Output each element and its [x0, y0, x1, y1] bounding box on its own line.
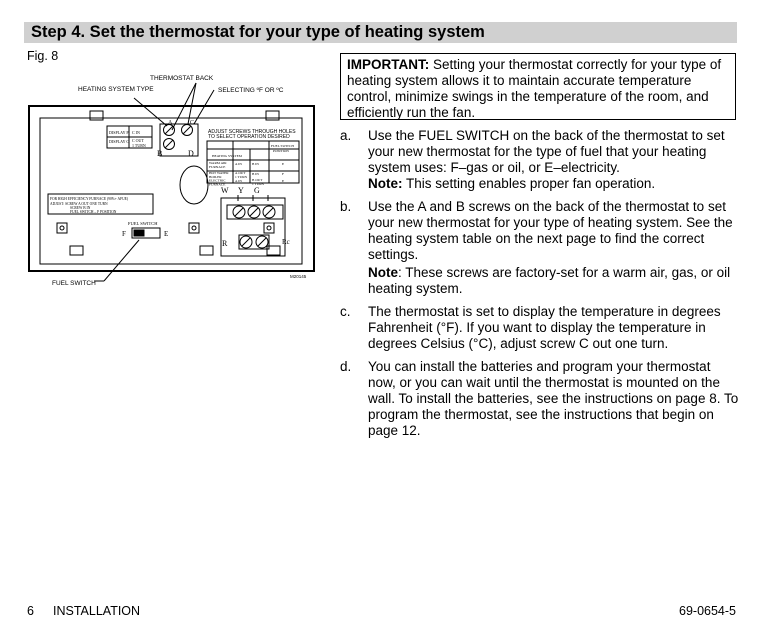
item-text: Use the A and B screws on the back of the thermostat to set your new thermostat for your type of heating system. See the heating system table on the next page to find the correct settings.	[368, 199, 733, 262]
important-box	[340, 53, 736, 120]
letter-g: G	[254, 186, 260, 195]
row1-b: B IN	[252, 162, 259, 166]
top-tab-right	[266, 111, 279, 120]
row1-sys2: FURNACE	[209, 165, 226, 169]
row3-sys1: ELECTRIC	[209, 178, 226, 183]
mount-hole-right	[264, 223, 274, 233]
oval-opening	[180, 166, 208, 204]
item-letter: b.	[340, 199, 352, 214]
important-lead: IMPORTANT:	[347, 57, 430, 72]
row2-sys2: BOILER	[209, 175, 222, 179]
high-eff-line1: FOR HIGH EFFICIENCY FURNACE (90%+ AFUE)	[50, 197, 129, 201]
letter-f: F	[122, 230, 126, 238]
thermostat-back-diagram	[24, 68, 324, 293]
note-label: Note:	[368, 176, 403, 191]
section-name: INSTALLATION	[53, 604, 141, 618]
label-thermostat-back: THERMOSTAT BACK	[150, 75, 214, 82]
display-c-turn: 1 TURN	[132, 143, 146, 148]
document-code: 69-0654-5	[679, 604, 736, 618]
display-c-value: C OUT	[132, 138, 144, 143]
page-number: 6	[27, 604, 34, 618]
step-header: Step 4. Set the thermostat for your type of heating system	[24, 22, 737, 43]
letter-c: C	[190, 120, 195, 126]
item-letter: d.	[340, 359, 352, 374]
item-note	[368, 176, 740, 192]
letter-y: Y	[238, 186, 244, 195]
label-selecting-f-c: SELECTING ºF OR ºC	[218, 87, 284, 94]
letter-rc: Rc	[282, 238, 290, 246]
note-text: : These screws are factory-set for a warm air, gas, or oil heating system.	[368, 265, 731, 296]
item-note	[368, 265, 740, 297]
row2-a2: 1 TURN	[235, 175, 248, 179]
bottom-tab-mid	[200, 246, 213, 255]
row2-a: A OUT	[235, 171, 246, 175]
letter-e: E	[164, 230, 169, 238]
list-item	[340, 199, 740, 297]
list-item	[340, 128, 740, 192]
display-c-label: DISPLAY C	[109, 139, 130, 144]
callout-line-heating	[134, 98, 167, 126]
table-header-system: HEATING SYSTEM	[212, 154, 242, 158]
figure-code: M20145	[290, 274, 307, 279]
row3-b: B OUT	[252, 178, 263, 182]
note-text: This setting enables proper fan operation.	[402, 176, 656, 191]
bottom-tab-left	[70, 246, 83, 255]
letter-r: R	[222, 239, 228, 248]
row2-b: B IN	[252, 172, 259, 176]
row2-sys1: HOT WATER	[209, 171, 229, 175]
letter-a: A	[168, 120, 173, 126]
item-text: You can install the batteries and program your thermostat now, or you can wait until the thermostat is mounted on the wall. To install the batteries, see the instructions on page 8. To program the thermostat, see the instructions that begin on page 12.	[368, 359, 739, 438]
row3-pos: E	[282, 179, 285, 183]
list-item	[340, 304, 740, 352]
high-eff-line3: SCREW B IN	[70, 206, 91, 210]
table-header-fuel1: FUEL SWITCH	[271, 144, 294, 148]
letter-d: D	[188, 149, 194, 158]
table-header-fuel2: POSITION	[273, 149, 289, 153]
row2-pos: F	[282, 172, 284, 176]
letter-b: B	[157, 149, 163, 158]
item-letter: a.	[340, 128, 352, 143]
label-fuel-switch-callout: FUEL SWITCH	[52, 280, 96, 287]
mount-hole-mid	[189, 223, 199, 233]
high-eff-line4: FUEL SWITCH – F POSITION	[70, 210, 117, 214]
display-f-value: C IN	[132, 130, 140, 135]
high-eff-line2: ADJUST: SCREW A OUT ONE TURN	[50, 202, 108, 206]
item-text: Use the FUEL SWITCH on the back of the thermostat to set your new thermostat for the type of fuel that your heating system uses: F–gas or oil, or E–electricity.	[368, 128, 725, 175]
adjust-title-1: ADJUST SCREWS THROUGH HOLES	[208, 129, 296, 135]
figure-label: Fig. 8	[27, 49, 59, 63]
instruction-list	[340, 128, 740, 446]
list-item	[340, 359, 740, 439]
row1-sys1: WARM AIR	[209, 161, 227, 165]
note-label: Note	[368, 265, 398, 280]
row3-sys2: FURNACE	[209, 182, 226, 187]
label-heating-system-type: HEATING SYSTEM TYPE	[78, 86, 154, 93]
adjust-title-2: TO SELECT OPERATION DESIRED	[208, 134, 290, 140]
letter-w: W	[221, 186, 229, 195]
display-f-label: DISPLAY F	[109, 130, 129, 135]
row1-pos: E	[282, 162, 285, 166]
item-letter: c.	[340, 304, 351, 319]
row3-b2: 1 TURN	[252, 182, 265, 186]
item-text: The thermostat is set to display the temperature in degrees Fahrenheit (°F). If you want to display the temperature in degrees Celsius (°C), adjust screw C out one turn.	[368, 304, 721, 351]
row3-a: A IN	[235, 179, 242, 183]
top-tab-left	[90, 111, 103, 120]
important-text: Setting your thermostat correctly for your type of heating system allows it to maintain accurate temperature control, minimize swings in the temperature of the room, and efficiently run the fan.	[347, 57, 722, 120]
fuel-switch-label: FUEL SWITCH	[128, 221, 158, 226]
mount-hole-left	[57, 223, 67, 233]
row1-a: A IN	[235, 162, 242, 166]
terminal-block	[221, 198, 285, 256]
